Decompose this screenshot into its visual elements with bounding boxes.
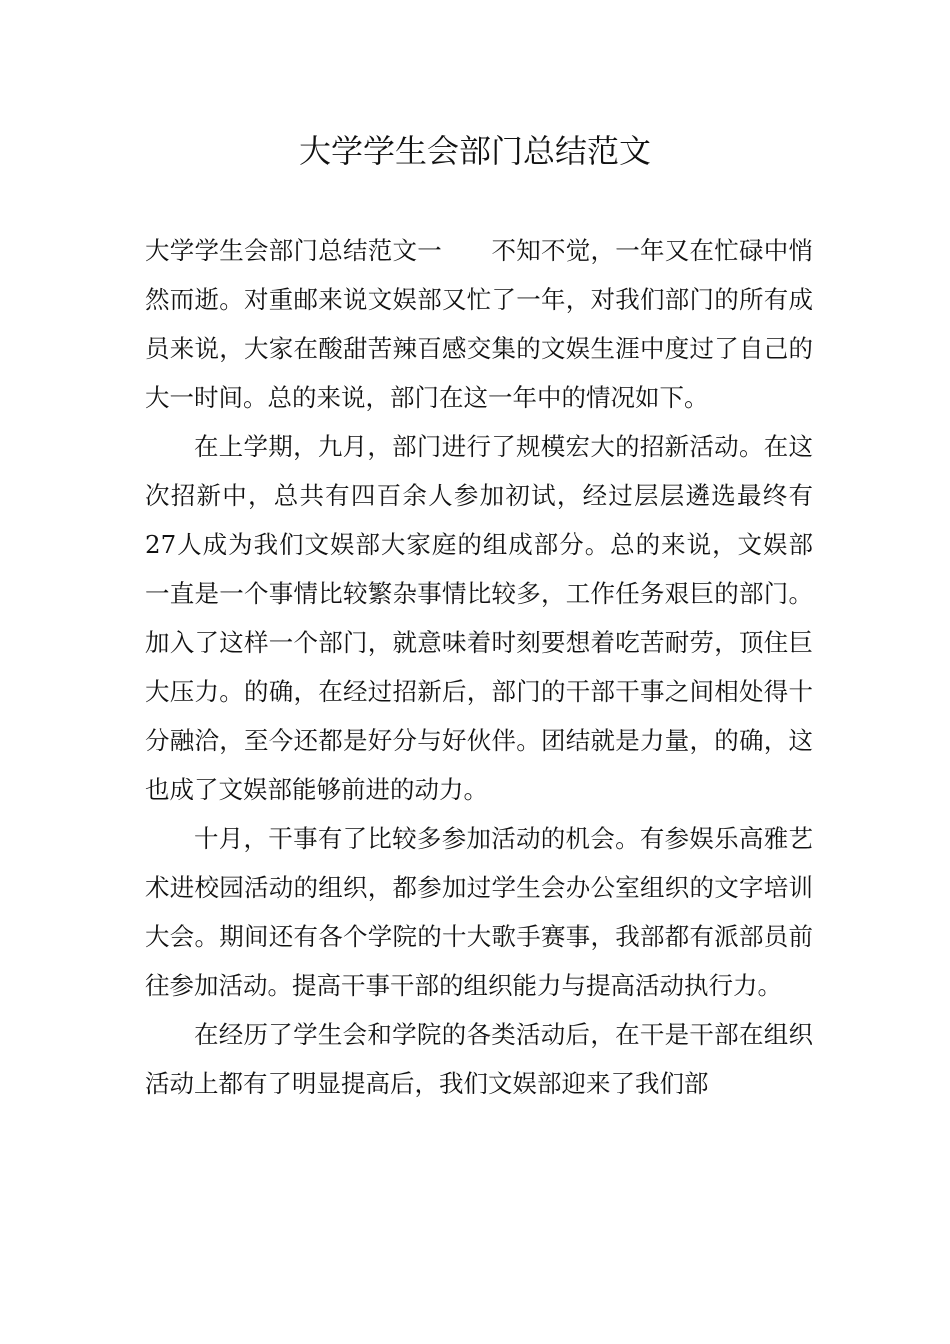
document-title: 大学学生会部门总结范文 <box>298 132 651 170</box>
paragraph-intro: 大学学生会部门总结范文一 不知不觉，一年又在忙碌中悄然而逝。对重邮来说文娱部又忙了一年，对我们部门的所有成员来说，大家在酸甜苦辣百感交集的文娱生涯中度过了自己的大一时间。总的来说，部门在这一年中的情况如下。 <box>145 236 813 412</box>
paragraph-after-activities: 在经历了学生会和学院的各类活动后，在干是干部在组织活动上都有了明显提高后，我们文娱部迎来了我们部 <box>145 1020 813 1098</box>
paragraph-october: 十月，干事有了比较多参加活动的机会。有参娱乐高雅艺术进校园活动的组织，都参加过学生会办公室组织的文字培训大会。期间还有各个学院的十大歌手赛事，我部都有派部员前往参加活动。提高干事干部的组织能力与提高活动执行力。 <box>145 824 813 1000</box>
paragraph-recruitment: 在上学期，九月，部门进行了规模宏大的招新活动。在这次招新中，总共有四百余人参加初试，经过层层遴选最终有27人成为我们文娱部大家庭的组成部分。总的来说，文娱部一直是一个事情比较繁杂事情比较多，工作任务艰巨的部门。加入了这样一个部门，就意味着时刻要想着吃苦耐劳，顶住巨大压力。的确，在经过招新后，部门的干部干事之间相处得十分融洽，至今还都是好分与好伙伴。团结就是力量，的确，这也成了文娱部能够前进的动力。 <box>145 432 813 804</box>
document-body <box>145 226 813 1108</box>
